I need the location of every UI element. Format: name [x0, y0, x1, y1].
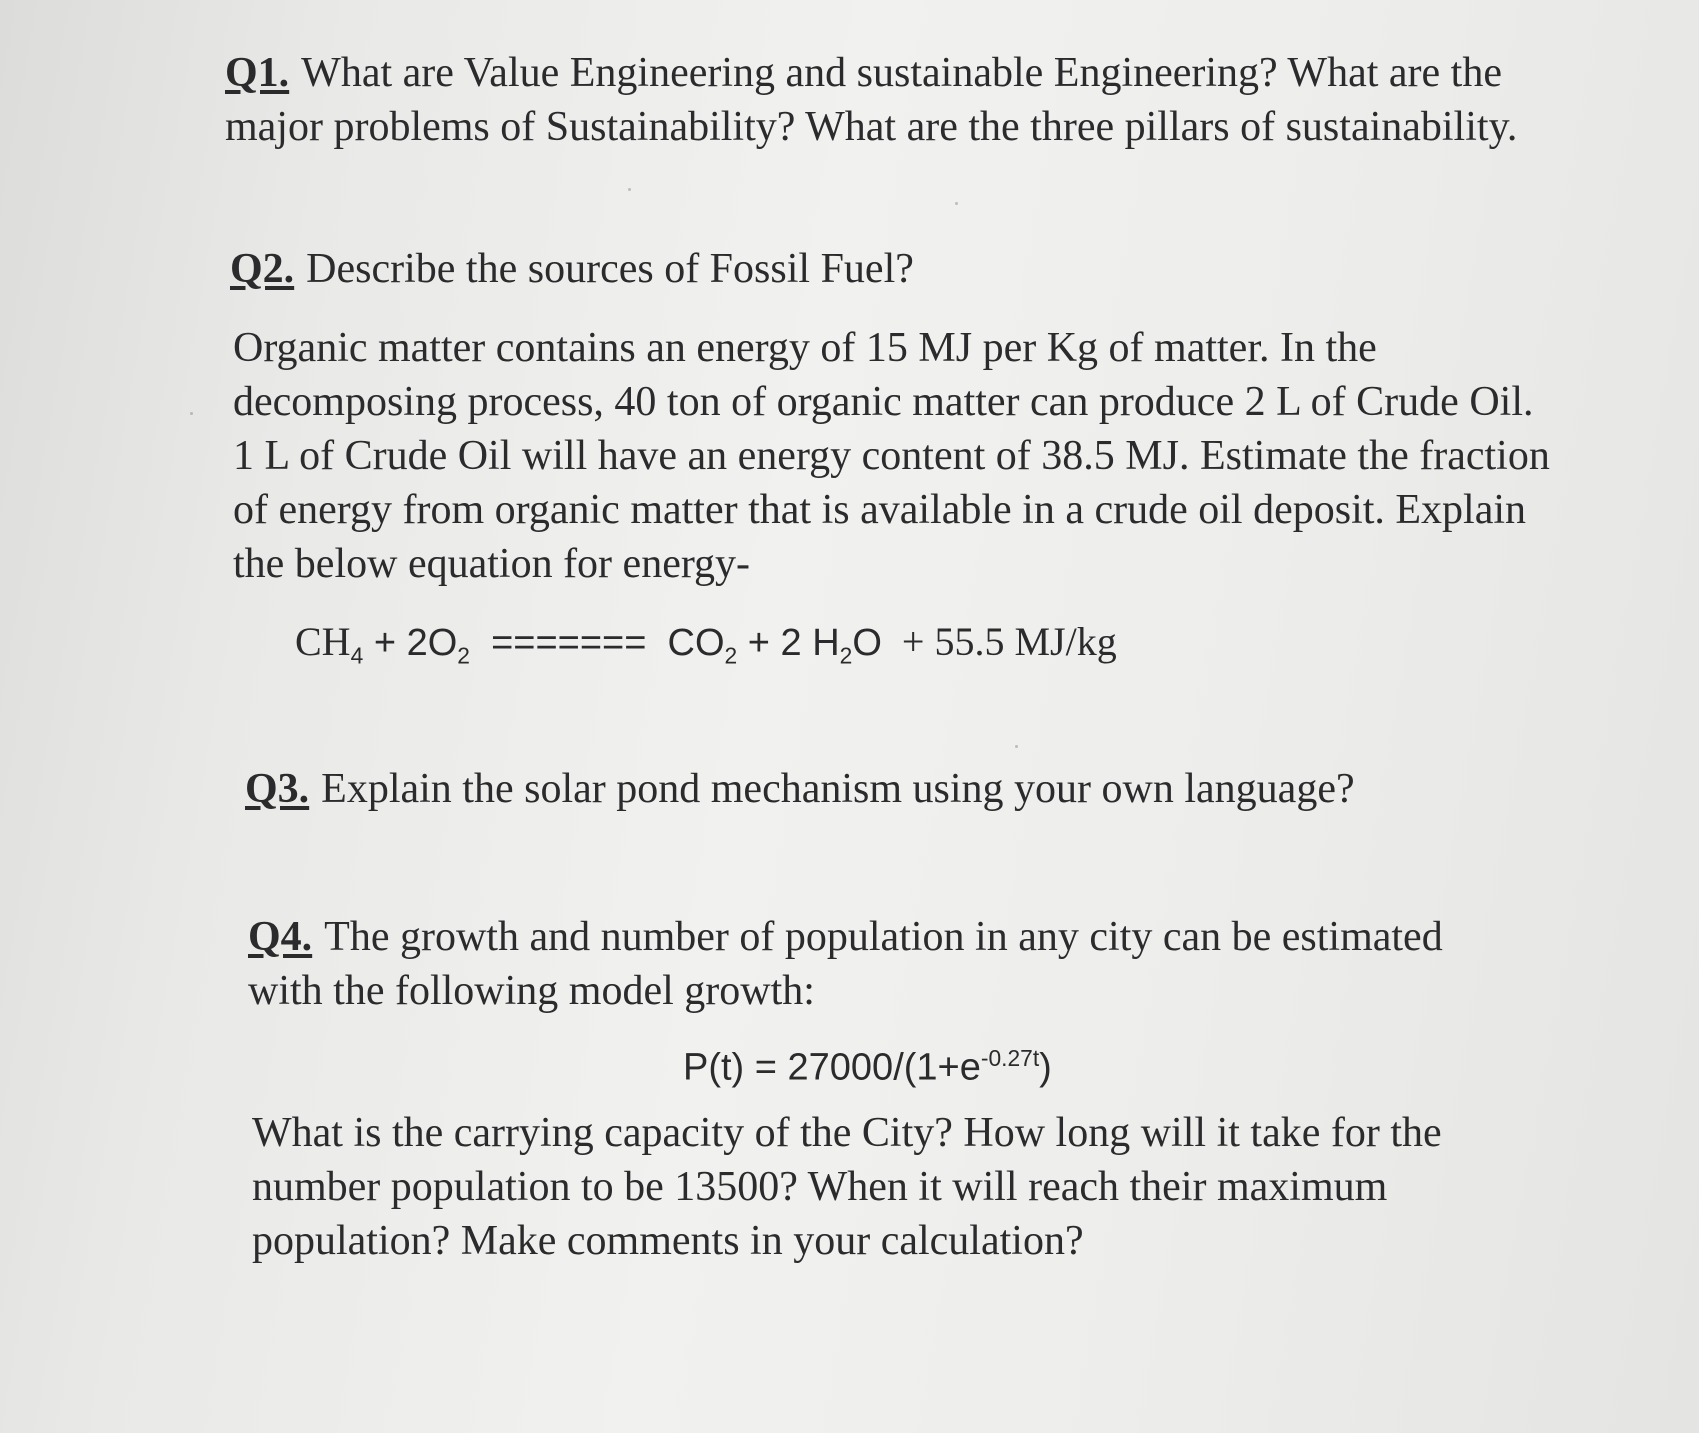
question-2-text: Describe the sources of Fossil Fuel?	[306, 246, 914, 292]
question-4-text: The growth and number of population in any city can be estimated with the following model growth:	[248, 914, 1443, 1014]
equation-water-o: O	[852, 622, 882, 664]
question-3	[245, 762, 1545, 816]
paper-speck	[1015, 745, 1018, 748]
question-3-text: Explain the solar pond mechanism using your own language?	[321, 766, 1355, 812]
formula-lhs: P(t) = 27000/(1+e	[683, 1046, 981, 1089]
paper-speck	[955, 202, 958, 205]
question-1-text: What are Value Engineering and sustainable Engineering? What are the major problems of Sustainability? What are the three pillars of sustainability.	[225, 50, 1518, 150]
equation-water: + 2 H	[737, 622, 840, 664]
equation-ch: CH	[295, 619, 351, 664]
question-4-body: What is the carrying capacity of the City? How long will it take for the number population to be 13500? When it will reach their maximum population? Make comments in your calculation?	[252, 1110, 1442, 1264]
question-4-label: Q4.	[248, 914, 313, 960]
question-1	[225, 46, 1565, 154]
combustion-equation	[295, 619, 1117, 679]
formula-exponent: -0.27t	[980, 1045, 1040, 1071]
question-1-label: Q1.	[225, 50, 290, 96]
equation-oxygen: + 2O	[363, 622, 458, 664]
equation-co-subscript: 2	[724, 642, 738, 669]
paper-speck	[628, 188, 631, 191]
question-2-body: Organic matter contains an energy of 15 MJ per Kg of matter. In the decomposing process, 40 ton of organic matter can produce 2 L of Crude Oil. 1 L of Crude Oil will have an energy content of 38.5 MJ. Estimate the fraction of energy from organic matter that is available in a crude oil deposit. Explain the below equation for energy-	[233, 325, 1550, 587]
equation-arrow: =======	[469, 622, 668, 664]
question-3-label: Q3.	[245, 766, 310, 812]
equation-co: CO	[667, 622, 725, 664]
population-formula	[683, 1035, 1052, 1091]
question-2	[230, 242, 1530, 296]
formula-rhs: )	[1039, 1046, 1052, 1089]
equation-oxygen-subscript: 2	[457, 642, 470, 669]
question-4	[248, 910, 1518, 1018]
equation-energy: + 55.5 MJ/kg	[881, 619, 1117, 664]
equation-ch-subscript: 4	[350, 642, 364, 669]
question-2-label: Q2.	[230, 246, 295, 292]
equation-water-subscript: 2	[839, 642, 853, 669]
paper-speck	[190, 412, 193, 415]
